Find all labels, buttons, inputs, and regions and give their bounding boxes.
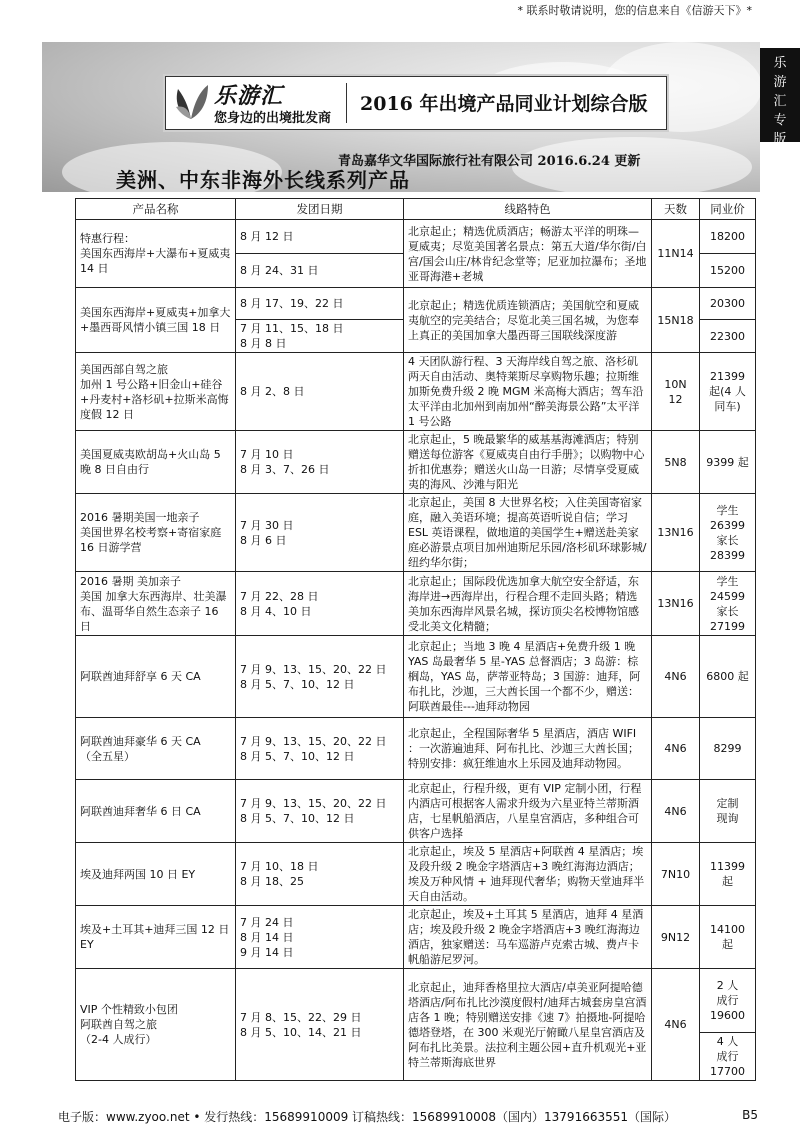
features-cell: 北京起止，5 晚最繁华的威基基海滩酒店；特别赠送每位游客《夏威夷自由行手册》；以购物中心折扣优惠券；赠送火山岛一日游；尽情享受夏威夷的海风、沙滩与阳光 [404, 431, 652, 494]
price-cell: 14100 起 [700, 906, 756, 969]
features-cell: 北京起止，全程国际奢华 5 星酒店，酒店 WIFI ：一次游遍迪拜、阿布扎比、沙迦三大酋长国；特别安排：疯狂维迪水上乐园及迪拜动物园。 [404, 718, 652, 780]
header-features: 线路特色 [404, 199, 652, 220]
product-name-cell: 阿联酋迪拜舒享 6 天 CA [76, 636, 236, 718]
price-cell: 8299 [700, 718, 756, 780]
price-cell: 学生 26399 家长 28399 [700, 494, 756, 572]
days-cell: 5N8 [652, 431, 700, 494]
product-name-cell: 特惠行程： 美国东西海岸+大瀑布+夏威夷 14 日 [76, 220, 236, 288]
logo-box [165, 76, 667, 130]
features-cell: 北京起止；精选优质连锁酒店；美国航空和夏威夷航空的完美结合；尽览北美三国名城，为您奉上真正的美国加拿大墨西哥三国联线深度游 [404, 288, 652, 353]
dates-cell: 7 月 9、13、15、20、22 日 8 月 5、7、10、12 日 [236, 718, 404, 780]
table-row [76, 220, 756, 254]
features-cell: 北京起止，迪拜香格里拉大酒店/卓美亚阿提哈德塔酒店/阿布扎比沙漠度假村/迪拜古城套房皇宫酒店各 1 晚；特别赠送安排《速 7》拍摄地-阿提哈德塔登塔，在 300 米观光厅俯瞰八星皇宫酒店及阿布扎比美景。法拉利主题公园+直升机观光+亚特兰蒂斯海底世界 [404, 969, 652, 1081]
table-row [76, 572, 756, 636]
features-cell: 北京起止；精选优质酒店；畅游太平洋的明珠—夏威夷；尽览美国著名景点：第五大道/华尔街/白宫/国会山庄/林肯纪念堂等；尼亚加拉瀑布；圣地亚哥海港+老城 [404, 220, 652, 288]
dates-cell: 8 月 2、8 日 [236, 353, 404, 431]
price-cell: 22300 [700, 320, 756, 353]
dates-cell: 7 月 10、18 日 8 月 18、25 [236, 843, 404, 906]
side-tab-char: 版 [773, 132, 787, 147]
product-name-cell: VIP 个性精致小包团 阿联酋自驾之旅 （2-4 人成行） [76, 969, 236, 1081]
footer-contact: 电子版：www.zyoo.net • 发行热线：15689910009 订稿热线：15689910008（国内）13791663551（国际） [58, 1110, 677, 1124]
dates-cell: 7 月 10 日 8 月 3、7、26 日 [236, 431, 404, 494]
agency-line: 青岛嘉华文华国际旅行社有限公司 2016.6.24 更新 [338, 154, 641, 169]
side-tab-char: 游 [773, 75, 787, 90]
dates-cell: 7 月 9、13、15、20、22 日 8 月 5、7、10、12 日 [236, 780, 404, 843]
features-cell: 北京起止；国际段优选加拿大航空安全舒适，东海岸进→西海岸出，行程合理不走回头路；精选美加东西海岸风景名城，探访顶尖名校博物馆感受北美文化精髓； [404, 572, 652, 636]
days-cell: 13N16 [652, 572, 700, 636]
product-name-cell: 美国西部自驾之旅 加州 1 号公路+旧金山+硅谷+丹麦村+洛杉矶+拉斯米高悔度假 12 日 [76, 353, 236, 431]
days-cell: 15N18 [652, 288, 700, 353]
dates-cell: 8 月 24、31 日 [236, 254, 404, 288]
side-tab-char: 乐 [773, 56, 787, 71]
table-row [76, 718, 756, 780]
days-cell: 10N 12 [652, 353, 700, 431]
features-cell: 北京起止；当地 3 晚 4 星酒店+免费升级 1 晚 YAS 岛最奢华 5 星-YAS 总督酒店；3 岛游：棕榈岛，YAS 岛，萨蒂亚特岛；3 国游：迪拜，阿布扎比，沙迦，三大酋长国一个都不少，赠送：阿联酋最佳---迪拜动物园 [404, 636, 652, 718]
footer [58, 1108, 758, 1125]
days-cell: 9N12 [652, 906, 700, 969]
price-cell: 11399 起 [700, 843, 756, 906]
header-price: 同业价 [700, 199, 756, 220]
features-cell: 北京起止，美国 8 大世界名校；入住美国寄宿家庭，融入美语环境；提高英语听说自信；学习 ESL 英语课程，做地道的美国学生+赠送赴美家庭必游景点项目加州迪斯尼乐园/洛杉矶环球影城/纽约华尔街； [404, 494, 652, 572]
features-cell: 北京起止，埃及+土耳其 5 星酒店，迪拜 4 星酒店；埃及段升级 2 晚金字塔酒店+3 晚红海海边酒店，独家赠送：马车巡游卢克索古城、费卢卡帆船游尼罗河。 [404, 906, 652, 969]
dates-cell: 7 月 24 日 8 月 14 日 9 月 14 日 [236, 906, 404, 969]
price-cell: 定制 现询 [700, 780, 756, 843]
side-tab-char: 汇 [773, 94, 787, 109]
price-cell: 2 人 成行 19600 [700, 969, 756, 1033]
product-name-cell: 美国东西海岸+夏威夷+加拿大+墨西哥风情小镇三国 18 日 [76, 288, 236, 353]
days-cell: 7N10 [652, 843, 700, 906]
header-days: 天数 [652, 199, 700, 220]
butterfly-logo-icon [172, 79, 210, 125]
table-header-row [76, 199, 756, 220]
table-row [76, 969, 756, 1033]
product-name-cell: 2016 暑期 美加亲子 美国 加拿大东西海岸、壮美瀑布、温哥华自然生态亲子 16 日 [76, 572, 236, 636]
dates-cell: 8 月 17、19、22 日 [236, 288, 404, 320]
logo-slogan: 您身边的出境批发商 [214, 111, 332, 126]
table-row [76, 636, 756, 718]
table-row [76, 288, 756, 320]
header-product: 产品名称 [76, 199, 236, 220]
price-cell: 18200 [700, 220, 756, 254]
price-cell: 学生 24599 家长 27199 [700, 572, 756, 636]
dates-cell: 7 月 22、28 日 8 月 4、10 日 [236, 572, 404, 636]
product-name-cell: 2016 暑期美国一地亲子 美国世界名校考察+寄宿家庭 16 日游学营 [76, 494, 236, 572]
features-cell: 4 天团队游行程、3 天海岸线自驾之旅、洛杉矶两天自由活动、奥特莱斯尽享购物乐趣；拉斯维加斯免费升级 2 晚 MGM 米高梅大酒店；驾车沿太平洋由北加州到南加州“醉美海景公路”太平洋 1 号公路 [404, 353, 652, 431]
dates-cell: 7 月 11、15、18 日 8 月 8 日 [236, 320, 404, 353]
product-name-cell: 埃及+土耳其+迪拜三国 12 日 EY [76, 906, 236, 969]
page-number: B5 [742, 1108, 758, 1122]
product-name-cell: 美国夏威夷欧胡岛+火山岛 5 晚 8 日自由行 [76, 431, 236, 494]
days-cell: 11N14 [652, 220, 700, 288]
table-row [76, 353, 756, 431]
table-row [76, 494, 756, 572]
product-name-cell: 阿联酋迪拜奢华 6 日 CA [76, 780, 236, 843]
table-row [76, 843, 756, 906]
edition-title: 2016 年出境产品同业计划综合版 [360, 93, 648, 115]
dates-cell: 7 月 9、13、15、20、22 日 8 月 5、7、10、12 日 [236, 636, 404, 718]
logo-name: 乐游汇 [214, 84, 284, 109]
price-cell: 6800 起 [700, 636, 756, 718]
section-title: 美洲、中东非海外长线系列产品 [116, 168, 410, 192]
top-note: * 联系时敬请说明，您的信息来自《信游天下》* [517, 4, 752, 17]
side-tab [760, 48, 800, 147]
dates-cell: 7 月 8、15、22、29 日 8 月 5、10、14、21 日 [236, 969, 404, 1081]
price-cell: 4 人 成行 17700 [700, 1033, 756, 1081]
price-cell: 9399 起 [700, 431, 756, 494]
logo-divider [346, 83, 347, 123]
price-cell: 20300 [700, 288, 756, 320]
days-cell: 4N6 [652, 718, 700, 780]
product-name-cell: 阿联酋迪拜豪华 6 天 CA （全五星） [76, 718, 236, 780]
side-tab-char: 专 [773, 113, 787, 128]
dates-cell: 7 月 30 日 8 月 6 日 [236, 494, 404, 572]
table-row [76, 780, 756, 843]
price-cell: 21399 起(4 人 同车) [700, 353, 756, 431]
product-name-cell: 埃及迪拜两国 10 日 EY [76, 843, 236, 906]
days-cell: 4N6 [652, 780, 700, 843]
days-cell: 4N6 [652, 969, 700, 1081]
table-row [76, 431, 756, 494]
features-cell: 北京起止，埃及 5 星酒店+阿联酋 4 星酒店；埃及段升级 2 晚金字塔酒店+3 晚红海海边酒店；埃及万种风情 + 迪拜现代奢华；购物天堂迪拜半天自由活动。 [404, 843, 652, 906]
product-table [75, 198, 756, 1081]
header-dates: 发团日期 [236, 199, 404, 220]
days-cell: 4N6 [652, 636, 700, 718]
price-cell: 15200 [700, 254, 756, 288]
dates-cell: 8 月 12 日 [236, 220, 404, 254]
features-cell: 北京起止，行程升级，更有 VIP 定制小团，行程内酒店可根据客人需求升级为六星亚特兰蒂斯酒店，七星帆船酒店，八星皇宫酒店，多种组合可供客户选择 [404, 780, 652, 843]
table-row [76, 906, 756, 969]
days-cell: 13N16 [652, 494, 700, 572]
